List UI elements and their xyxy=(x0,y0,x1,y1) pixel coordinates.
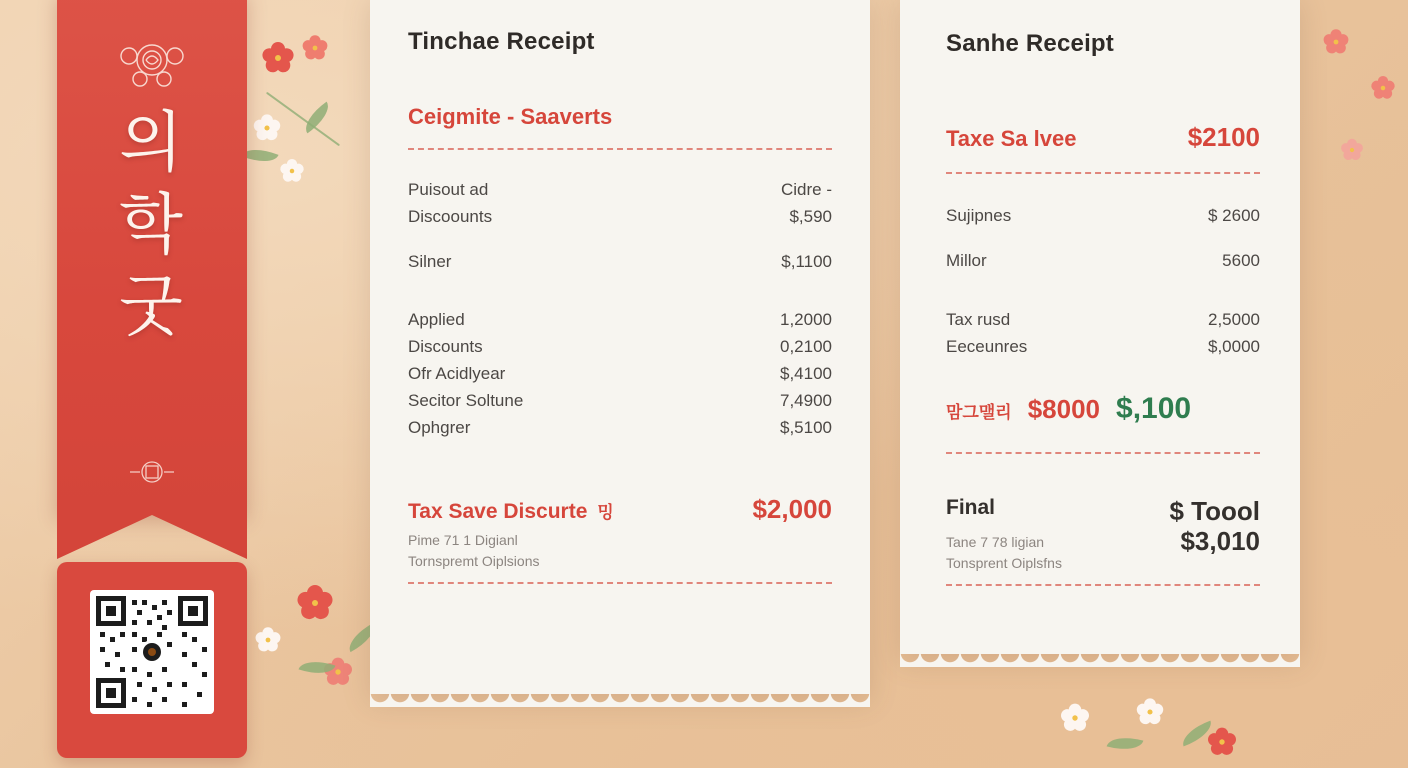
row-value: $,590 xyxy=(789,207,832,226)
row-value: Cidre - xyxy=(780,180,832,199)
table-row xyxy=(408,248,832,275)
qr-center-logo-icon xyxy=(143,643,161,661)
table-row xyxy=(946,247,1260,274)
receipt-b-highlight-chip: 맘그맬리 xyxy=(946,403,1012,423)
divider xyxy=(946,172,1260,174)
row-value: $,0000 xyxy=(1208,337,1260,356)
receipt-b-title: Sanhe Receipt xyxy=(946,30,1114,57)
ornamental-seal-small-icon xyxy=(122,457,182,487)
receipt-card-secondary xyxy=(900,0,1300,654)
table-row xyxy=(408,333,832,360)
receipt-b-final-amount: $3,010 xyxy=(1180,526,1260,556)
banner-line-3: 굿 xyxy=(119,268,185,345)
row-label: Secitor Soltune xyxy=(408,391,524,410)
receipt-a-note-2: Tornspremt Oiplsions xyxy=(408,553,540,569)
row-label: Tax rusd xyxy=(946,310,1011,329)
row-value: $,4100 xyxy=(780,364,832,383)
receipt-b-section-amount: $2100 xyxy=(1187,122,1260,152)
torn-edge xyxy=(370,693,870,707)
table-row xyxy=(408,387,832,414)
row-value: 2,5000 xyxy=(1208,310,1260,329)
receipt-a-total-amount: $2,000 xyxy=(752,494,832,524)
table-row xyxy=(946,333,1260,360)
row-label: Eeceunres xyxy=(946,337,1028,356)
qr-card[interactable] xyxy=(57,562,247,758)
row-label: Puisout ad xyxy=(408,180,489,199)
receipt-b-highlight-red: $8000 xyxy=(1027,394,1101,424)
row-value: 5600 xyxy=(1222,251,1260,270)
row-label: Sujipnes xyxy=(946,206,1012,225)
receipt-b-final-amount-top: $ Toool xyxy=(1169,496,1260,526)
receipt-b-final-label: Final xyxy=(946,496,996,519)
table-row xyxy=(946,202,1260,229)
banner-text xyxy=(57,102,247,348)
row-value: 7,4900 xyxy=(780,391,832,410)
receipt-a-total-label-suffix: 밍 xyxy=(597,503,614,523)
table-row xyxy=(408,306,832,333)
table-row xyxy=(946,306,1260,333)
row-label: Discounts xyxy=(408,337,483,356)
row-label: Ophgrer xyxy=(408,418,471,437)
row-value: 1,2000 xyxy=(780,310,832,329)
row-label: Silner xyxy=(408,252,452,271)
row-value: 0,2100 xyxy=(780,337,832,356)
receipt-b-section-title: Taxe Sa lvee xyxy=(946,126,1077,151)
qr-code-icon xyxy=(90,590,214,714)
divider xyxy=(408,148,832,150)
row-label: Discoounts xyxy=(408,207,493,226)
ornamental-seal-icon xyxy=(109,34,195,94)
divider xyxy=(408,582,832,584)
torn-edge xyxy=(900,653,1300,667)
receipt-b-note-1: Tane 7 78 ligian xyxy=(946,534,1045,550)
receipt-a-note-1: Pime 71 1 Digianl xyxy=(408,532,518,548)
banner-line-2: 학 xyxy=(119,186,185,263)
leaf-icon xyxy=(1107,732,1144,755)
row-label: Millor xyxy=(946,251,987,270)
row-value: $,5100 xyxy=(780,418,832,437)
receipt-a-title: Tinchae Receipt xyxy=(408,28,595,55)
stem-decoration xyxy=(266,92,340,147)
row-label: Ofr Acidlyear xyxy=(408,364,506,383)
divider xyxy=(946,584,1260,586)
receipt-a-section-title: Ceigmite - Saaverts xyxy=(408,104,613,129)
row-value: $ 2600 xyxy=(1208,206,1260,225)
receipt-card-primary xyxy=(370,0,870,694)
receipt-b-note-2: Tonsprent Oiplsfns xyxy=(946,555,1062,571)
divider xyxy=(946,452,1260,454)
receipt-a-total-label: Tax Save Discurte xyxy=(408,500,588,523)
table-row xyxy=(408,203,832,230)
decorative-banner xyxy=(57,0,247,515)
table-row xyxy=(408,360,832,387)
table-row xyxy=(408,414,832,441)
row-value: $,1100 xyxy=(781,252,832,271)
row-label: Applied xyxy=(408,310,465,329)
receipt-b-highlight-green: $,100 xyxy=(1116,392,1192,425)
table-row xyxy=(408,176,832,203)
banner-line-1: 의 xyxy=(119,104,185,181)
